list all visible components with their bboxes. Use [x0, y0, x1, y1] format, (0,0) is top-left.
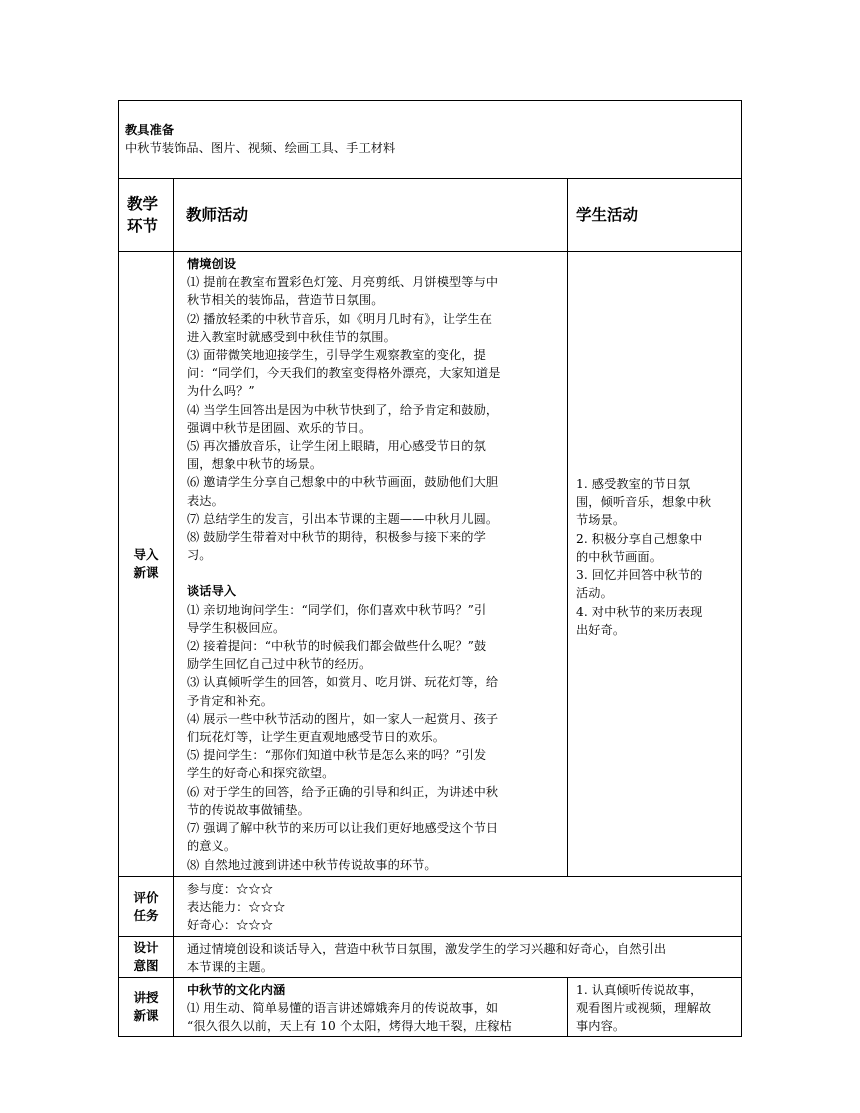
intro-student-cell [568, 252, 742, 877]
evaluation-item: 表达能力：☆☆☆ [187, 900, 286, 915]
prep-cell [119, 101, 742, 179]
intro-section2-title: 谈话导入 [187, 584, 237, 599]
text-line: ⑵ 接着提问：“中秋节的时候我们都会做些什么呢？”鼓 [187, 639, 487, 654]
text-line: 励学生回忆自己过中秋节的经历。 [187, 657, 372, 672]
lecture-body [187, 999, 561, 1035]
text-line: ⑵ 播放轻柔的中秋节音乐，如《明月几时有》，让学生在 [187, 311, 493, 326]
intro-row [119, 252, 742, 877]
lecture-title: 中秋节的文化内涵 [187, 983, 286, 997]
intro-student-body [576, 475, 735, 639]
text-line: 2. 积极分享自己想象中 [576, 531, 703, 546]
evaluation-row [119, 877, 742, 937]
prep-row [119, 101, 742, 179]
intro-label-line2: 新课 [133, 565, 159, 580]
text-line: ⑹ 邀请学生分享自己想象中的中秋节画面，鼓励他们大胆 [187, 475, 499, 490]
design-label [119, 937, 174, 978]
lecture-student-cell [568, 978, 742, 1037]
text-line: ⑶ 面带微笑地迎接学生，引导学生观察教室的变化，提 [187, 348, 486, 363]
text-line: 们玩花灯等，让学生更直观地感受节日的欢乐。 [187, 730, 446, 745]
text-line: 的意义。 [187, 839, 237, 854]
text-line: 习。 [187, 548, 212, 563]
text-line: 的中秋节画面。 [576, 549, 663, 564]
lecture-student-body [576, 981, 735, 1036]
text-line: 秋节相关的装饰品，营造节日氛围。 [187, 293, 384, 308]
design-label-line1: 设计 [133, 940, 159, 955]
text-line: ⑶ 认真倾听学生的回答，如赏月、吃月饼、玩花灯等，给 [187, 675, 499, 690]
text-line: “很久很久以前，天上有 10 个太阳，烤得大地干裂，庄稼枯 [187, 1019, 512, 1034]
text-line: 进入教室时就感受到中秋佳节的氛围。 [187, 329, 396, 344]
text-line: 问：“同学们，今天我们的教室变得格外漂亮，大家知道是 [187, 366, 501, 381]
lecture-label [119, 978, 174, 1037]
design-body [187, 940, 735, 976]
header-stage-line1: 教学 [127, 195, 159, 213]
text-line: ⑹ 对于学生的回答，给予正确的引导和纠正，为讲述中秋 [187, 784, 499, 799]
intro-label-line1: 导入 [133, 547, 159, 562]
intro-section2-body [187, 601, 561, 874]
evaluation-body [187, 880, 735, 935]
header-stage-line2: 环节 [127, 217, 159, 235]
text-line: ⑻ 鼓励学生带着对中秋节的期待，积极参与接下来的学 [187, 530, 486, 545]
design-row [119, 937, 742, 978]
text-line: 围，倾听音乐，想象中秋 [576, 495, 712, 510]
intro-section1-body [187, 273, 561, 564]
text-line: 为什么吗？” [187, 384, 255, 399]
lecture-label-line1: 讲授 [133, 989, 159, 1005]
text-line: ⑴ 用生动、简单易懂的语言讲述嫦娥奔月的传说故事，如 [187, 1001, 499, 1016]
text-line: ⑸ 提问学生：“那你们知道中秋节是怎么来的吗？”引发 [187, 748, 487, 763]
text-line: ⑻ 自然地过渡到讲述中秋节传说故事的环节。 [187, 857, 437, 872]
text-line: 4. 对中秋节的来历表现 [576, 604, 703, 619]
lesson-plan-table [118, 100, 742, 1037]
text-line: ⑺ 强调了解中秋节的来历可以让我们更好地感受这个节日 [187, 821, 499, 836]
text-line: 1. 感受教室的节日氛 [576, 477, 691, 492]
prep-content: 中秋节装饰品、图片、视频、绘画工具、手工材料 [125, 141, 396, 156]
text-line: ⑺ 总结学生的发言，引出本节课的主题——中秋月儿圆。 [187, 511, 499, 526]
text-line: ⑷ 展示一些中秋节活动的图片，如一家人一起赏月、孩子 [187, 711, 499, 726]
text-line: 1. 认真倾听传说故事， [576, 983, 703, 997]
text-line: 强调中秋节是团圆、欢乐的节日。 [187, 420, 372, 435]
text-line: 活动。 [576, 586, 613, 601]
evaluation-cell [174, 877, 742, 937]
text-line: ⑸ 再次播放音乐，让学生闭上眼睛，用心感受节日的氛 [187, 439, 486, 454]
text-line: 节场景。 [576, 513, 626, 528]
text-line: ⑴ 亲切地询问学生：“同学们，你们喜欢中秋节吗？”引 [187, 602, 487, 617]
lecture-label-line2: 新课 [133, 1007, 159, 1023]
text-line: 节的传说故事做铺垫。 [187, 802, 310, 817]
header-row [119, 179, 742, 252]
evaluation-label [119, 877, 174, 937]
text-line: 3. 回忆并回答中秋节的 [576, 568, 703, 583]
text-line: 通过情境创设和谈话导入，营造中秋节日氛围，激发学生的学习兴趣和好奇心，自然引出 [187, 942, 667, 956]
intro-label [119, 252, 174, 877]
lesson-plan-page [118, 100, 741, 1037]
lecture-teacher-cell [174, 978, 568, 1037]
header-stage [119, 179, 174, 252]
text-line: 予肯定和补充。 [187, 693, 274, 708]
text-line: 出好奇。 [576, 622, 626, 637]
text-line: 事内容。 [576, 1019, 626, 1034]
design-cell [174, 937, 742, 978]
text-line: 观看图片或视频，理解故 [576, 1001, 712, 1016]
lecture-row [119, 978, 742, 1037]
evaluation-item: 好奇心：☆☆☆ [187, 918, 274, 933]
text-line: ⑷ 当学生回答出是因为中秋节快到了，给予肯定和鼓励， [187, 402, 499, 417]
evaluation-item: 参与度：☆☆☆ [187, 882, 274, 896]
intro-teacher-cell [174, 252, 568, 877]
design-label-line2: 意图 [133, 958, 159, 973]
text-line: 导学生积极回应。 [187, 620, 286, 635]
text-line: ⑴ 提前在教室布置彩色灯笼、月亮剪纸、月饼模型等与中 [187, 275, 499, 290]
evaluation-label-line1: 评价 [133, 889, 159, 905]
evaluation-label-line2: 任务 [133, 907, 159, 923]
text-line: 表达。 [187, 493, 224, 508]
header-teacher: 教师活动 [174, 179, 568, 252]
intro-section1-title: 情境创设 [187, 257, 237, 271]
text-line: 围，想象中秋节的场景。 [187, 457, 323, 472]
text-line: 本节课的主题。 [187, 960, 274, 975]
text-line: 学生的好奇心和探究欲望。 [187, 766, 335, 781]
prep-title: 教具准备 [125, 123, 175, 137]
header-student: 学生活动 [568, 179, 742, 252]
